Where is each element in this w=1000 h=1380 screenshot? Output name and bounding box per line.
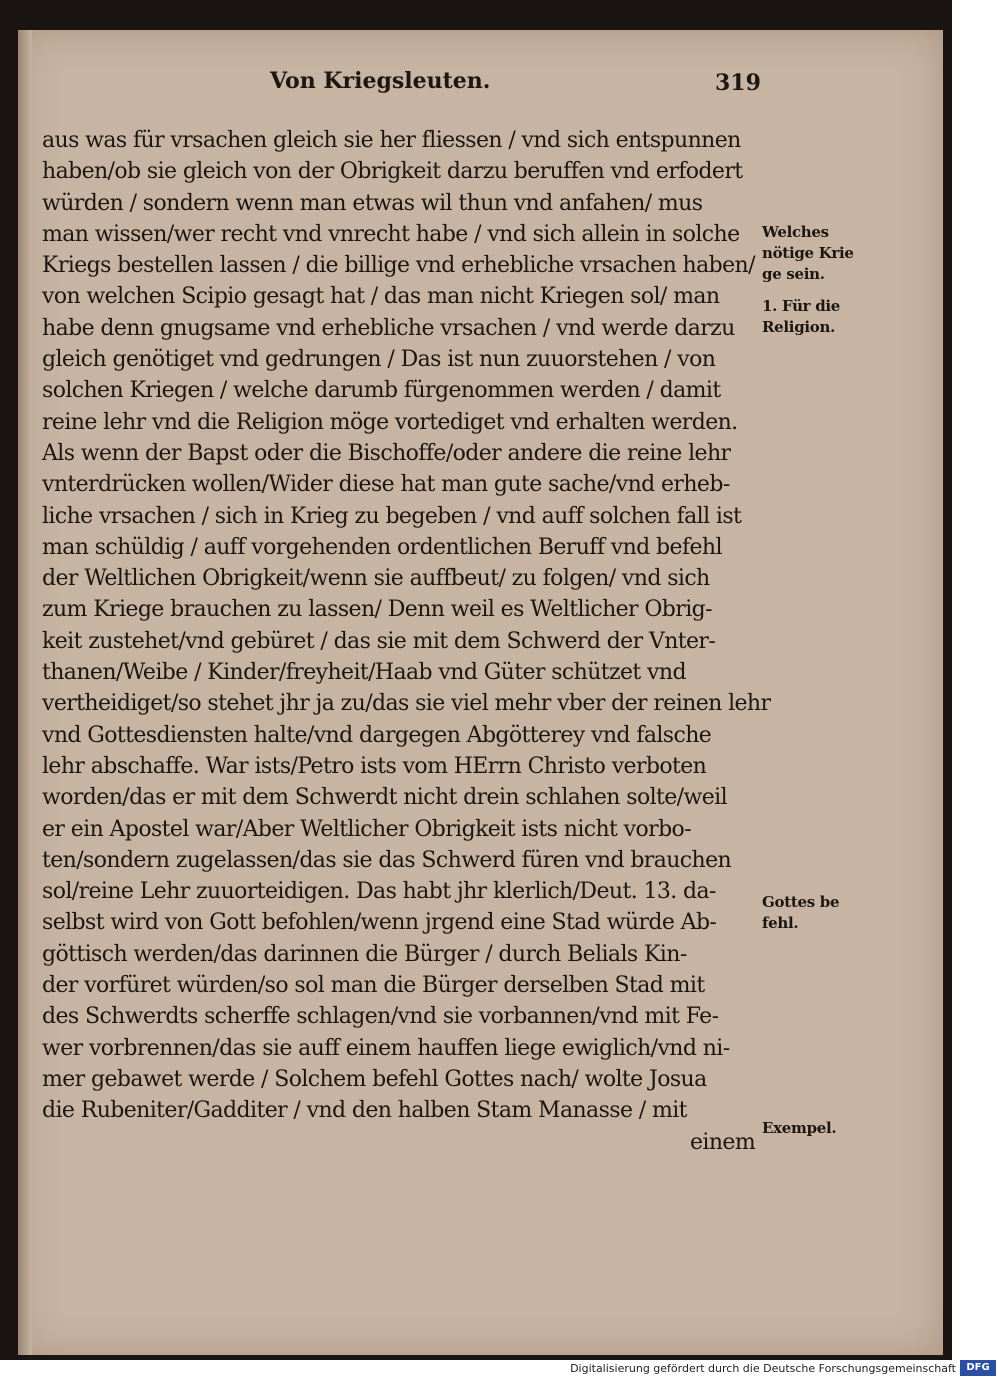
text-line: solchen Kriegen / welche darumb fürgenommen werden / damit xyxy=(42,378,721,404)
text-line: wer vorbrennen/das sie auff einem hauffen liege ewiglich/vnd ni- xyxy=(42,1035,730,1061)
margin-note-line: Religion. xyxy=(762,318,836,336)
margin-note-line: Gottes be xyxy=(762,893,840,911)
text-line: göttisch werden/das darinnen die Bürger / durch Belials Kin- xyxy=(42,941,687,967)
text-line: er ein Apostel war/Aber Weltlicher Obrigkeit ists nicht vorbo- xyxy=(42,816,692,842)
margin-note-line: 1. Für die xyxy=(762,297,841,315)
margin-note-line: Exempel. xyxy=(762,1119,837,1137)
text-line: würden / sondern wenn man etwas wil thun vnd anfahen/ mus xyxy=(42,190,703,216)
text-line: man schüldig / auff vorgehenden ordentlichen Beruff vnd befehl xyxy=(42,534,722,560)
text-line: gleich genötiget vnd gedrungen / Das ist nun zuuorstehen / von xyxy=(42,347,716,373)
text-line: Kriegs bestellen lassen / die billige vnd erhebliche vrsachen haben/ xyxy=(42,253,755,279)
text-line: aus was für vrsachen gleich sie her fliessen / vnd sich entspunnen xyxy=(42,128,741,153)
text-line: habe denn gnugsame vnd erhebliche vrsachen / vnd werde darzu xyxy=(42,315,735,341)
text-line: liche vrsachen / sich in Krieg zu begeben / vnd auff solchen fall ist xyxy=(42,503,742,529)
text-line: der Weltlichen Obrigkeit/wenn sie auffbeut/ zu folgen/ vnd sich xyxy=(42,566,710,592)
text-line: man wissen/wer recht vnd vnrecht habe / vnd sich allein in solche xyxy=(42,221,740,247)
margin-note-religion xyxy=(762,296,882,338)
text-line: lehr abschaffe. War ists/Petro ists vom HErrn Christo verboten xyxy=(42,753,707,779)
text-line: thanen/Weibe / Kinder/freyheit/Haab vnd Güter schützet vnd xyxy=(42,660,686,686)
text-line: keit zustehet/vnd gebüret / das sie mit dem Schwerd der Vnter- xyxy=(42,628,716,654)
margin-note-line: fehl. xyxy=(762,914,799,932)
text-line: von welchen Scipio gesagt hat / das man nicht Kriegen sol/ man xyxy=(42,284,720,310)
text-line: vertheidiget/so stehet jhr ja zu/das sie viel mehr vber der reinen lehr xyxy=(42,691,771,717)
text-line: Als wenn der Bapst oder die Bischoffe/oder andere die reine lehr xyxy=(42,440,731,466)
text-line: mer gebawet werde / Solchem befehl Gottes nach/ wolte Josua xyxy=(42,1066,707,1092)
text-line: vnd Gottesdiensten halte/vnd dargegen Abgötterey vnd falsche xyxy=(42,722,712,748)
dfg-logo: DFG xyxy=(960,1360,996,1376)
text-line: des Schwerdts scherffe schlagen/vnd sie vorbannen/vnd mit Fe- xyxy=(42,1004,719,1030)
text-line: ten/sondern zugelassen/das sie das Schwerd füren vnd brauchen xyxy=(42,847,732,873)
text-line: selbst wird von Gott befohlen/wenn jrgend eine Stad würde Ab- xyxy=(42,910,717,936)
catchword: einem xyxy=(690,1129,756,1155)
running-title: Von Kriegsleuten. xyxy=(270,68,491,94)
text-line: sol/reine Lehr zuuorteidigen. Das habt jhr klerlich/Deut. 13. da- xyxy=(42,879,716,905)
body-text xyxy=(42,125,771,1158)
text-line: zum Kriege brauchen zu lassen/ Denn weil es Weltlicher Obrig- xyxy=(42,597,712,623)
text-line: reine lehr vnd die Religion möge vortediget vnd erhalten werden. xyxy=(42,409,738,435)
page-gutter-shadow xyxy=(18,30,32,1355)
funding-credit: Digitalisierung gefördert durch die Deutsche Forschungsgemeinschaft xyxy=(570,1362,956,1375)
page-number: 319 xyxy=(715,70,761,96)
text-line: worden/das er mit dem Schwerdt nicht drein schlahen solte/weil xyxy=(42,785,728,811)
margin-note-gods-command xyxy=(762,892,882,934)
text-line: vnterdrücken wollen/Wider diese hat man gute sache/vnd erheb- xyxy=(42,472,730,498)
margin-note-line: ge sein. xyxy=(762,265,825,283)
margin-note-line: Welches xyxy=(762,223,829,241)
margin-note-line: nötige Krie xyxy=(762,244,854,262)
text-line: der vorfüret würden/so sol man die Bürger derselben Stad mit xyxy=(42,973,705,999)
text-line: die Rubeniter/Gadditer / vnd den halben Stam Manasse / mit xyxy=(42,1098,687,1124)
margin-note-necessary-wars xyxy=(762,222,882,285)
margin-note-example xyxy=(762,1118,882,1139)
text-line: haben/ob sie gleich von der Obrigkeit darzu beruffen vnd erfodert xyxy=(42,159,743,185)
